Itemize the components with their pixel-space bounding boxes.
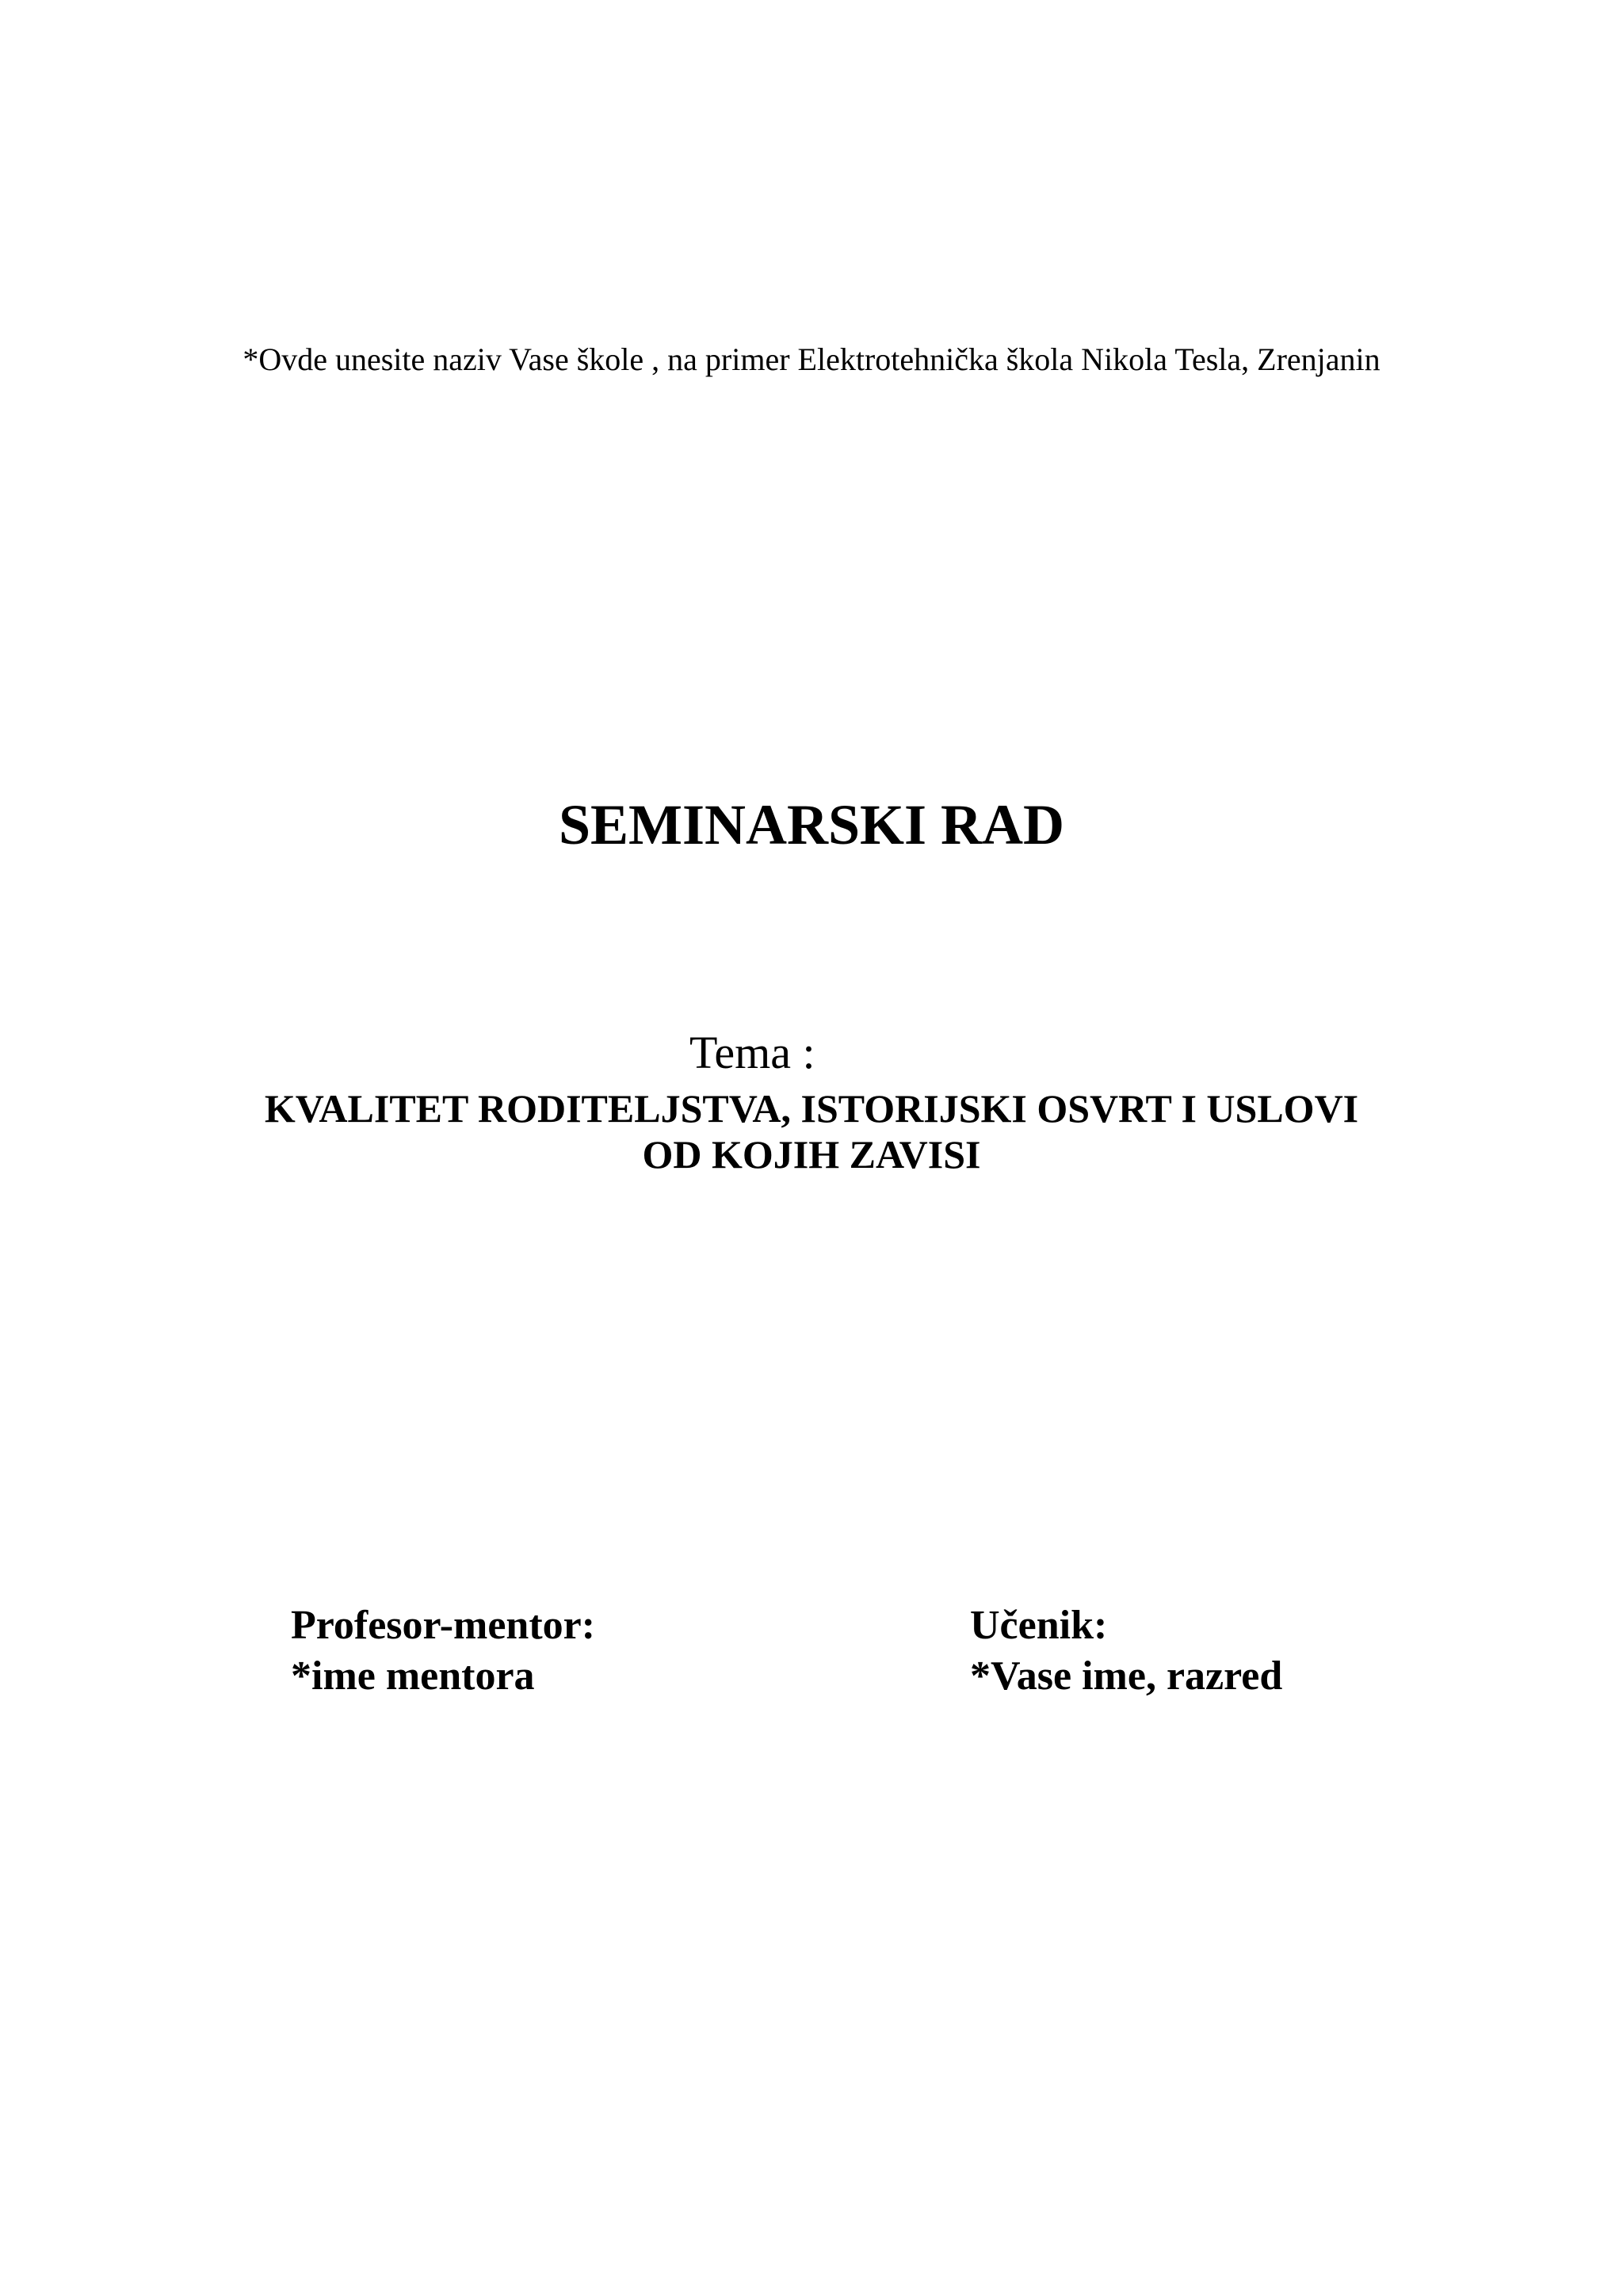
topic-title-line-1: KVALITET RODITELJSTVA, ISTORIJSKI OSVRT I USLOVI [264, 1086, 1359, 1131]
student-block [970, 1600, 1282, 1702]
mentor-label: Profesor-mentor: [291, 1603, 596, 1648]
topic-title-line-2: OD KOJIH ZAVISI [642, 1132, 981, 1177]
school-name-placeholder: *Ovde unesite naziv Vase škole , na primer Elektrotehnička škola Nikola Tesla, Zrenjanin [242, 341, 1381, 377]
document-title: SEMINARSKI RAD [558, 793, 1065, 856]
mentor-block [291, 1600, 595, 1702]
student-name: *Vase ime, razred [970, 1653, 1283, 1699]
mentor-name: *ime mentora [291, 1653, 535, 1699]
topic-title [0, 1085, 1623, 1177]
student-label: Učenik: [970, 1603, 1108, 1648]
topic-label: Tema : [689, 1027, 815, 1078]
